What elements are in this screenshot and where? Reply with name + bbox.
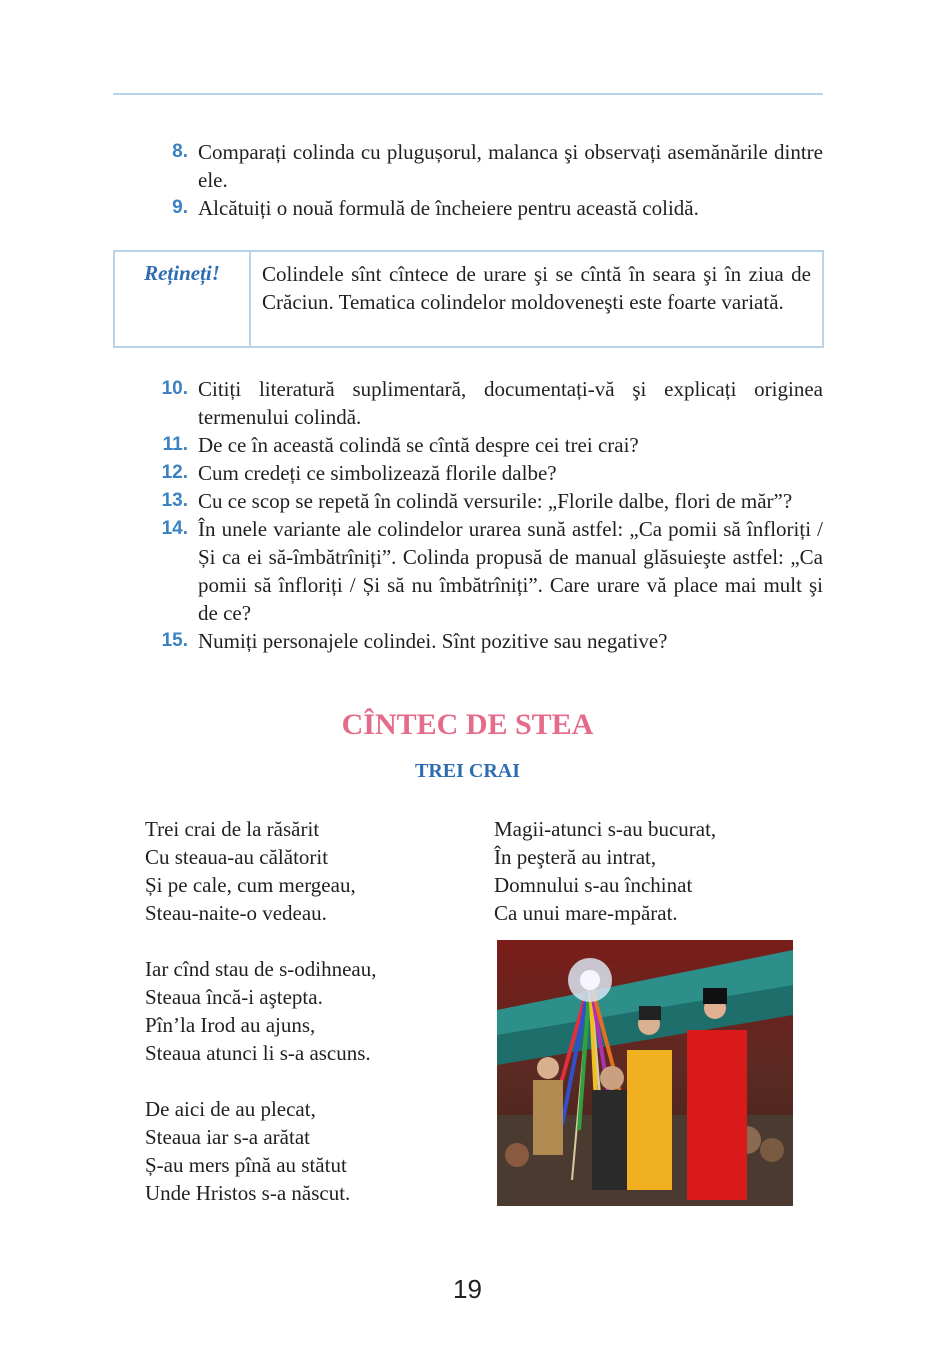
lyrics-stanza xyxy=(145,955,377,1067)
lyrics-line: Ca unui mare-mpărat. xyxy=(494,901,678,925)
question-text: În unele variante ale colindelor urarea sună astfel: „Ca pomii să înfloriți / Și ca ei să-îmbătrîniți”. Colinda propusă de manual glăsuieşte astfel: „Ca pomii să înfloriți / Și să nu îmbătrîniți”. Care urare vă place mai mult şi de ce? xyxy=(198,517,823,625)
lyrics-stanza xyxy=(145,815,377,927)
lyrics-line: Steaua iar s-a arătat xyxy=(145,1125,310,1149)
retineti-box xyxy=(113,250,824,348)
lyrics-stanza xyxy=(494,815,716,927)
lyrics-line: În peşteră au intrat, xyxy=(494,845,657,869)
question-item xyxy=(145,375,823,431)
question-text: Cum credeți ce simbolizează florile dalbe? xyxy=(198,461,557,485)
lyrics-line: Și pe cale, cum mergeau, xyxy=(145,873,356,897)
lyrics-stanza xyxy=(145,1095,377,1207)
lyrics-line: Trei crai de la răsărit xyxy=(145,817,320,841)
song-title: CÎNTEC DE STEA xyxy=(341,708,594,741)
page-number: 19 xyxy=(453,1274,482,1304)
question-text: De ce în această colindă se cîntă despre cei trei crai? xyxy=(198,433,639,457)
lyrics-line: Ș-au mers pînă au stătut xyxy=(145,1153,347,1177)
question-number: 12. xyxy=(161,462,188,483)
retineti-text: Colindele sînt cîntece de urare şi se cîntă în seara şi în ziua de Crăciun. Tematica colindelor moldoveneşti este foarte variată. xyxy=(262,262,811,314)
question-number: 15. xyxy=(161,630,188,651)
lyrics-line: Steaua încă-i aştepta. xyxy=(145,985,323,1009)
lyrics-line: De aici de au plecat, xyxy=(145,1097,316,1121)
lyrics-line: Iar cînd stau de s-odihneau, xyxy=(145,957,377,981)
lyrics-line: Steaua atunci li s-a ascuns. xyxy=(145,1041,371,1065)
question-text: Citiți literatură suplimentară, documentați-vă şi explicați originea termenului colindă. xyxy=(198,377,823,429)
lyrics-left-column xyxy=(145,815,377,1235)
question-item xyxy=(145,515,823,627)
lyrics-line: Magii-atunci s-au bucurat, xyxy=(494,817,717,841)
top-divider xyxy=(113,93,823,95)
song-subtitle: TREI CRAI xyxy=(414,760,521,782)
lyrics-right-column xyxy=(494,815,716,955)
question-number: 14. xyxy=(161,518,188,539)
question-item xyxy=(145,459,823,487)
carolers-photo xyxy=(497,940,793,1206)
question-number: 11. xyxy=(162,434,188,455)
question-number: 9. xyxy=(172,197,188,218)
lyrics-line: Unde Hristos s-a născut. xyxy=(145,1181,351,1205)
question-number: 10. xyxy=(161,378,188,399)
question-number: 13. xyxy=(161,490,188,511)
lyrics-line: Steau-naite-o vedeau. xyxy=(145,901,327,925)
question-text: Alcătuiți o nouă formulă de încheiere pentru această colidă. xyxy=(198,196,699,220)
question-item xyxy=(145,627,823,655)
lyrics-line: Pîn’la Irod au ajuns, xyxy=(145,1013,316,1037)
lyrics-line: Cu steaua-au călătorit xyxy=(145,845,329,869)
lyrics-line: Domnului s-au închinat xyxy=(494,873,693,897)
question-number: 8. xyxy=(172,141,188,162)
question-item xyxy=(145,487,823,515)
question-text: Numiți personajele colindei. Sînt pozitive sau negative? xyxy=(198,629,668,653)
question-item xyxy=(145,431,823,459)
question-text: Cu ce scop se repetă în colindă versurile: „Florile dalbe, flori de măr”? xyxy=(198,489,793,513)
questions-list-bottom xyxy=(145,375,823,655)
retineti-label: Rețineți! xyxy=(115,252,251,346)
question-item xyxy=(145,138,823,194)
questions-list-top xyxy=(145,138,823,222)
question-item xyxy=(145,194,823,222)
question-text: Comparați colinda cu plugușorul, malanca şi observați asemănările dintre ele. xyxy=(198,140,823,192)
